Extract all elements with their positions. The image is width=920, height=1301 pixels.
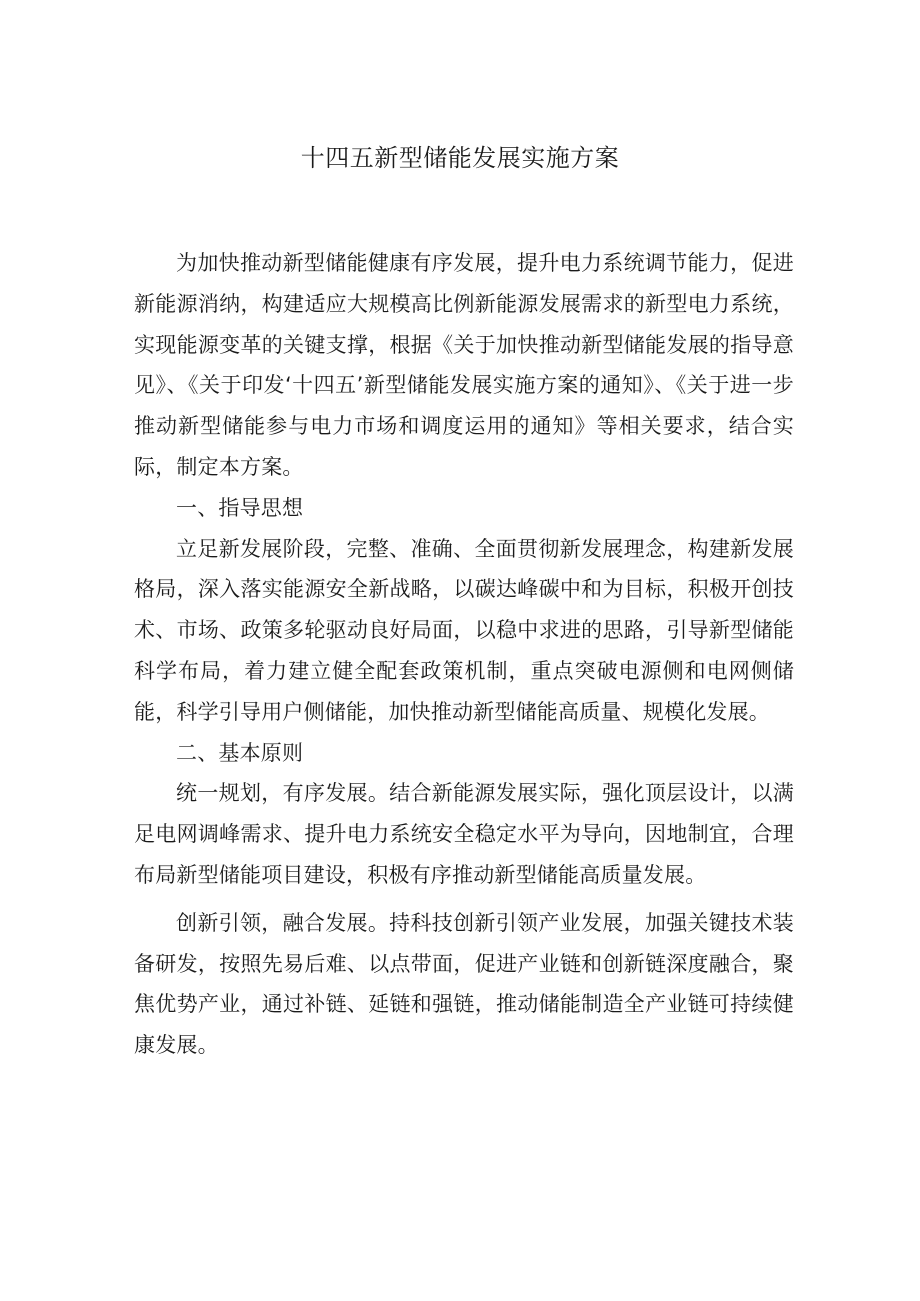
intro-paragraph: 为加快推动新型储能健康有序发展，提升电力系统调节能力，促进新能源消纳，构建适应大规模高比例新能源发展需求的新型电力系统，实现能源变革的关键支撑，根据《关于加快推动新型储能发展的指导意见》、《关于印发‘十四五’新型储能发展实施方案的通知》、《关于进一步推动新型储能参与电力市场和调度运用的通知》等相关要求，结合实际，制定本方案。 (134, 251, 794, 479)
principle-paragraph-innovation: 创新引领，融合发展。持科技创新引领产业发展，加强关键技术装备研发，按照先易后难、以点带面，促进产业链和创新链深度融合，聚焦优势产业，通过补链、延链和强链，推动储能制造全产业链可持续健康发展。 (134, 910, 794, 1058)
document-body (134, 243, 794, 1066)
section-heading-basic-principles: 二、基本原则 (176, 740, 304, 765)
guiding-ideology-paragraph: 立足新发展阶段，完整、准确、全面贯彻新发展理念，构建新发展格局，深入落实能源安全新战略，以碳达峰碳中和为目标，积极开创技术、市场、政策多轮驱动良好局面，以稳中求进的思路，引导新型储能科学布局，着力建立健全配套政策机制，重点突破电源侧和电网侧储能，科学引导用户侧储能，加快推动新型储能高质量、规模化发展。 (134, 536, 794, 724)
document-title: 十四五新型储能发展实施方案 (300, 144, 620, 172)
section-heading-guiding-ideology: 一、指导思想 (176, 495, 304, 520)
principle-paragraph-unified-planning: 统一规划，有序发展。结合新能源发展实际，强化顶层设计，以满足电网调峰需求、提升电力系统安全稳定水平为导向，因地制宜，合理布局新型储能项目建设，积极有序推动新型储能高质量发展。 (134, 781, 794, 887)
